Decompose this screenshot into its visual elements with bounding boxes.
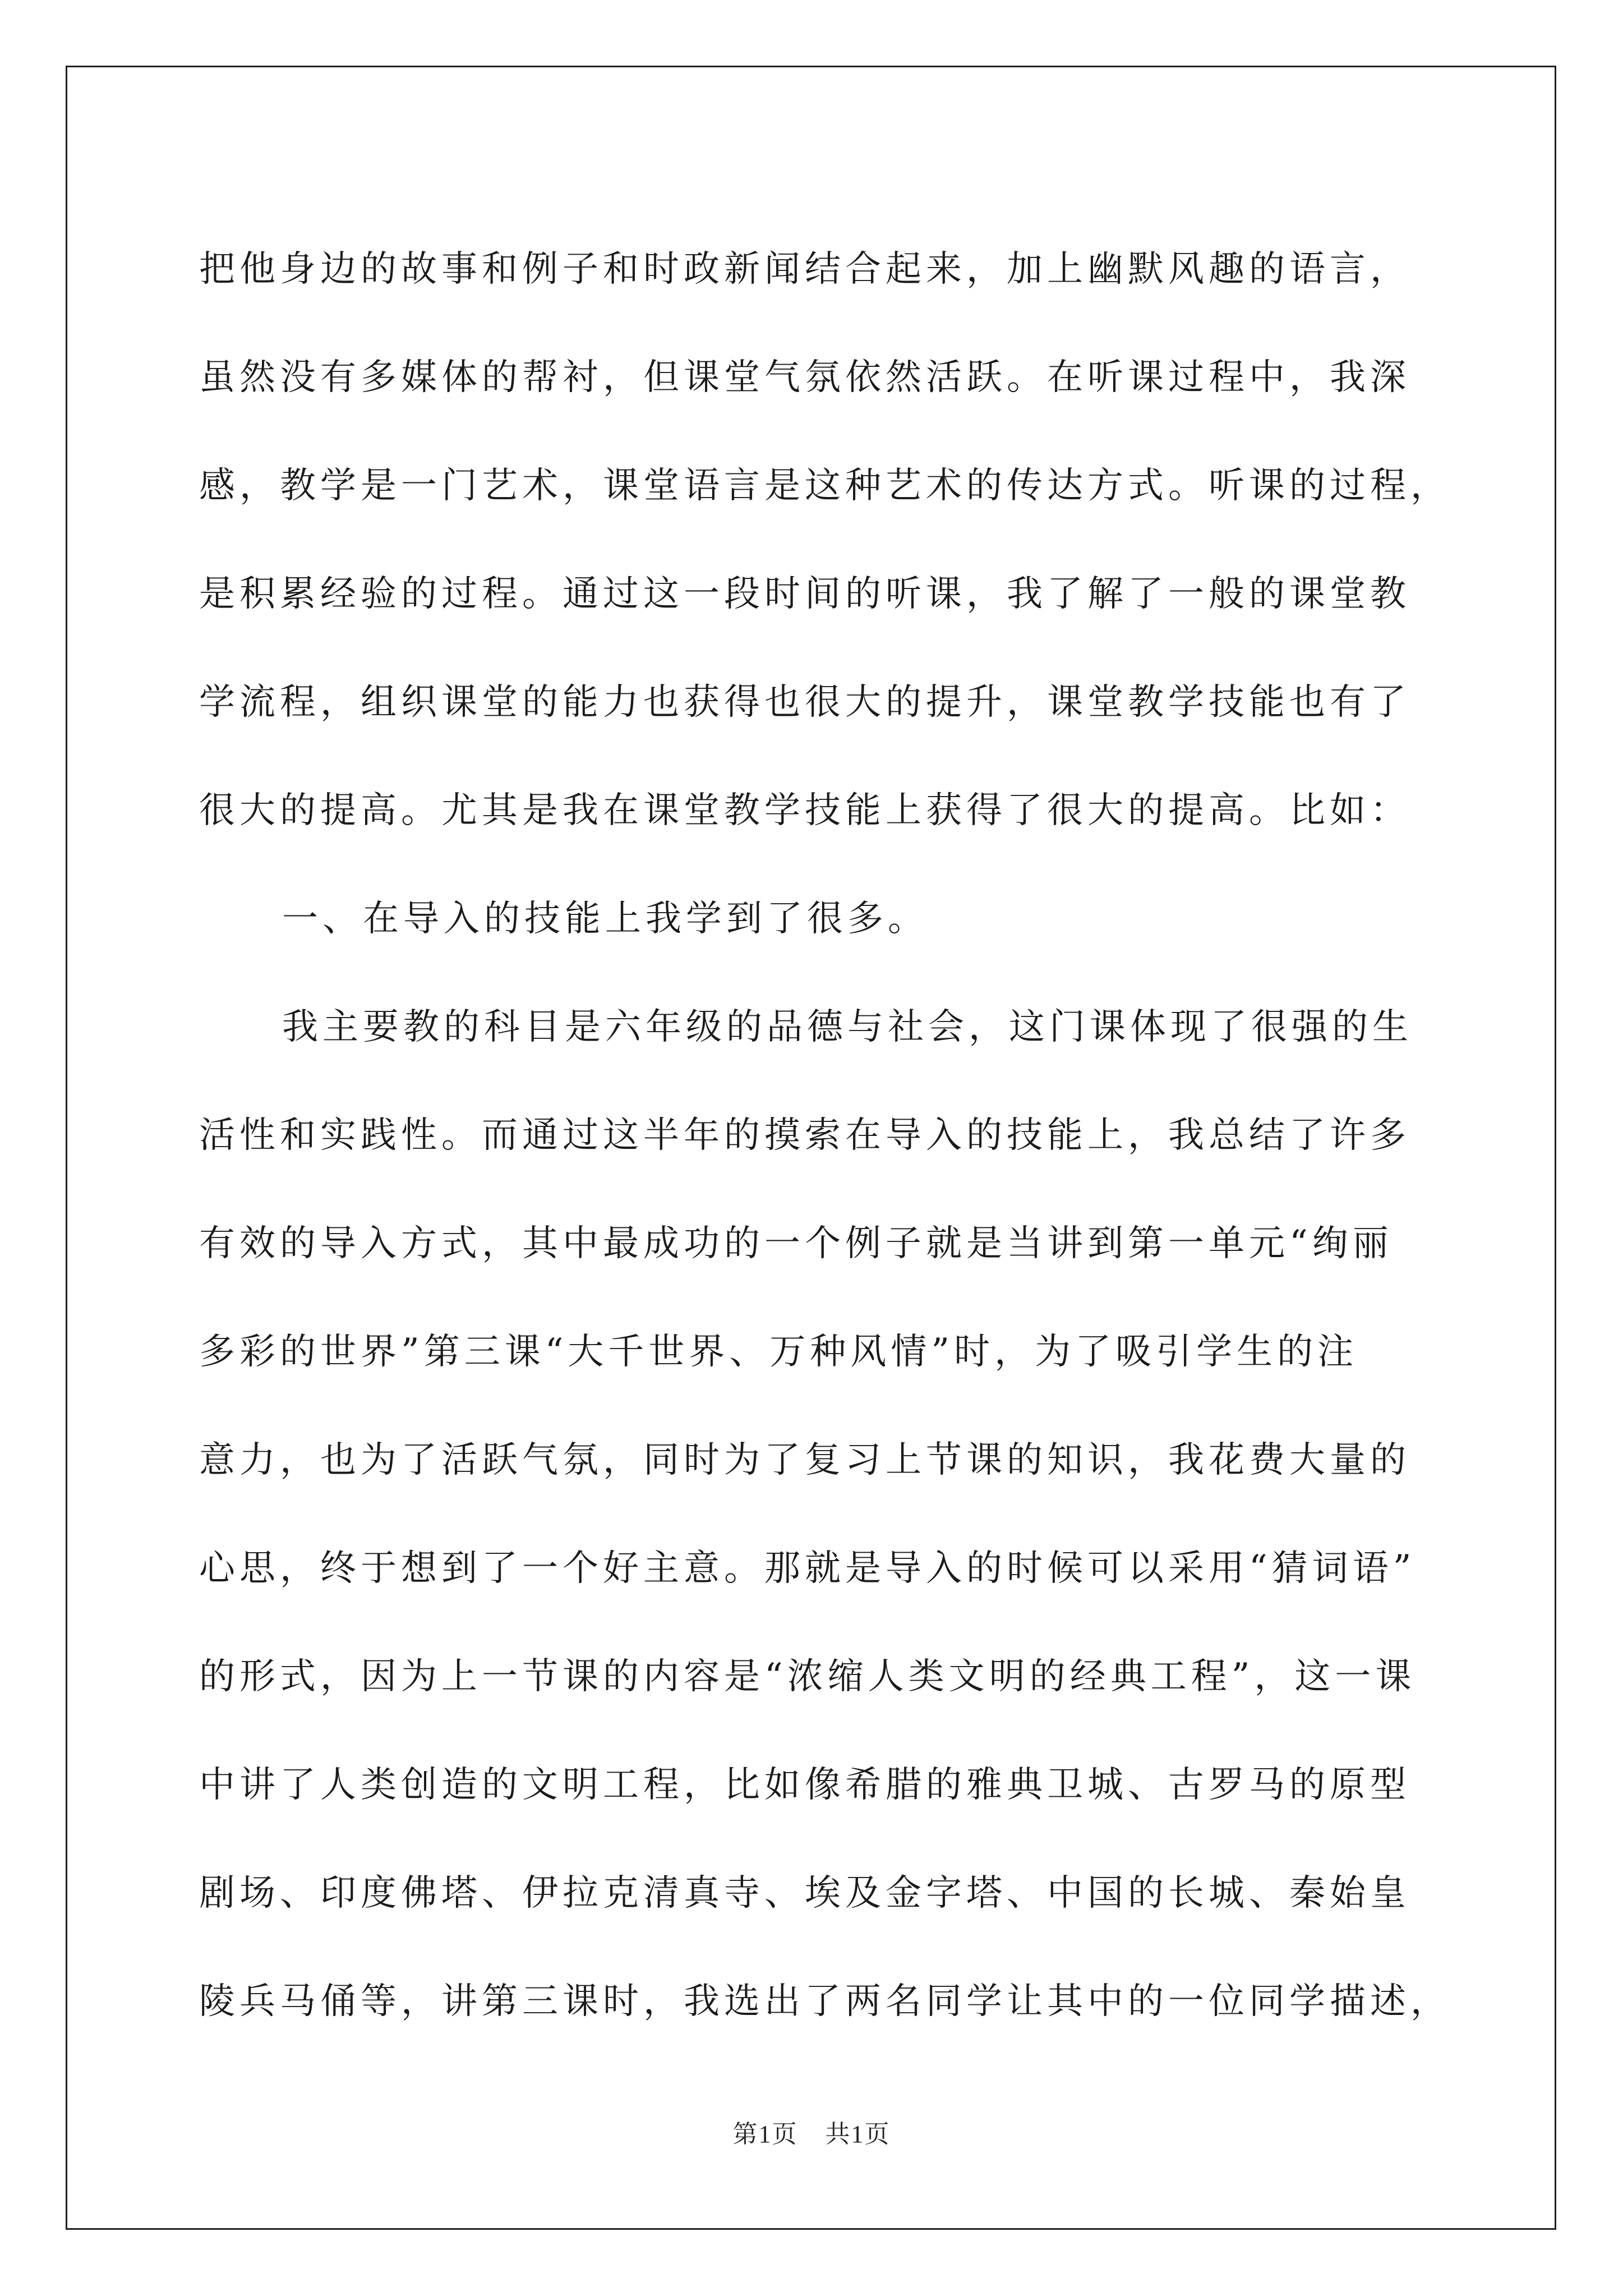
- text-line: 学流程，组织课堂的能力也获得也很大的提升，课堂教学技能也有了: [199, 682, 1410, 723]
- text-line: 感，教学是一门艺术，课堂语言是这种艺术的传达方式。听课的过程，: [199, 465, 1451, 507]
- text-line: 很大的提高。尤其是我在课堂教学技能上获得了很大的提高。比如：: [199, 790, 1410, 831]
- text-line: 多彩的世界”第三课“大千世界、万种风情”时，为了吸引学生的注: [199, 1331, 1358, 1373]
- text-line: 心思，终于想到了一个好主意。那就是导入的时候可以采用“猜词语”: [199, 1548, 1416, 1589]
- document-body: [199, 215, 1450, 2056]
- text-block: [199, 215, 1450, 2056]
- text-line: 中讲了人类创造的文明工程，比如像希腊的雅典卫城、古罗马的原型: [199, 1764, 1410, 1806]
- text-line: 意力，也为了活跃气氛，同时为了复习上节课的知识，我花费大量的: [199, 1439, 1410, 1481]
- page-total: 共1页: [825, 2120, 891, 2148]
- text-line: 虽然没有多媒体的帮衬，但课堂气氛依然活跃。在听课过程中，我深: [199, 357, 1410, 398]
- text-line: 有效的导入方式，其中最成功的一个例子就是当讲到第一单元“绚丽: [199, 1223, 1393, 1264]
- text-line: 是积累经验的过程。通过这一段时间的听课，我了解了一般的课堂教: [199, 573, 1410, 615]
- section-heading: 一、在导入的技能上我学到了很多。: [282, 898, 928, 940]
- page-number: 第1页: [732, 2120, 798, 2148]
- text-line: 的形式，因为上一节课的内容是“浓缩人类文明的经典工程”，这一课: [199, 1656, 1416, 1697]
- text-line: 把他身边的故事和例子和时政新闻结合起来，加上幽默风趣的语言，: [199, 249, 1410, 290]
- text-line: 陵兵马俑等，讲第三课时，我选出了两名同学让其中的一位同学描述，: [199, 1981, 1451, 2022]
- text-line: 我主要教的科目是六年级的品德与社会，这门课体现了很强的生: [282, 1006, 1413, 1048]
- text-line: 剧场、印度佛塔、伊拉克清真寺、埃及金字塔、中国的长城、秦始皇: [199, 1872, 1410, 1914]
- text-line: 活性和实践性。而通过这半年的摸索在导入的技能上，我总结了许多: [199, 1115, 1410, 1156]
- page-footer: [0, 2114, 1623, 2150]
